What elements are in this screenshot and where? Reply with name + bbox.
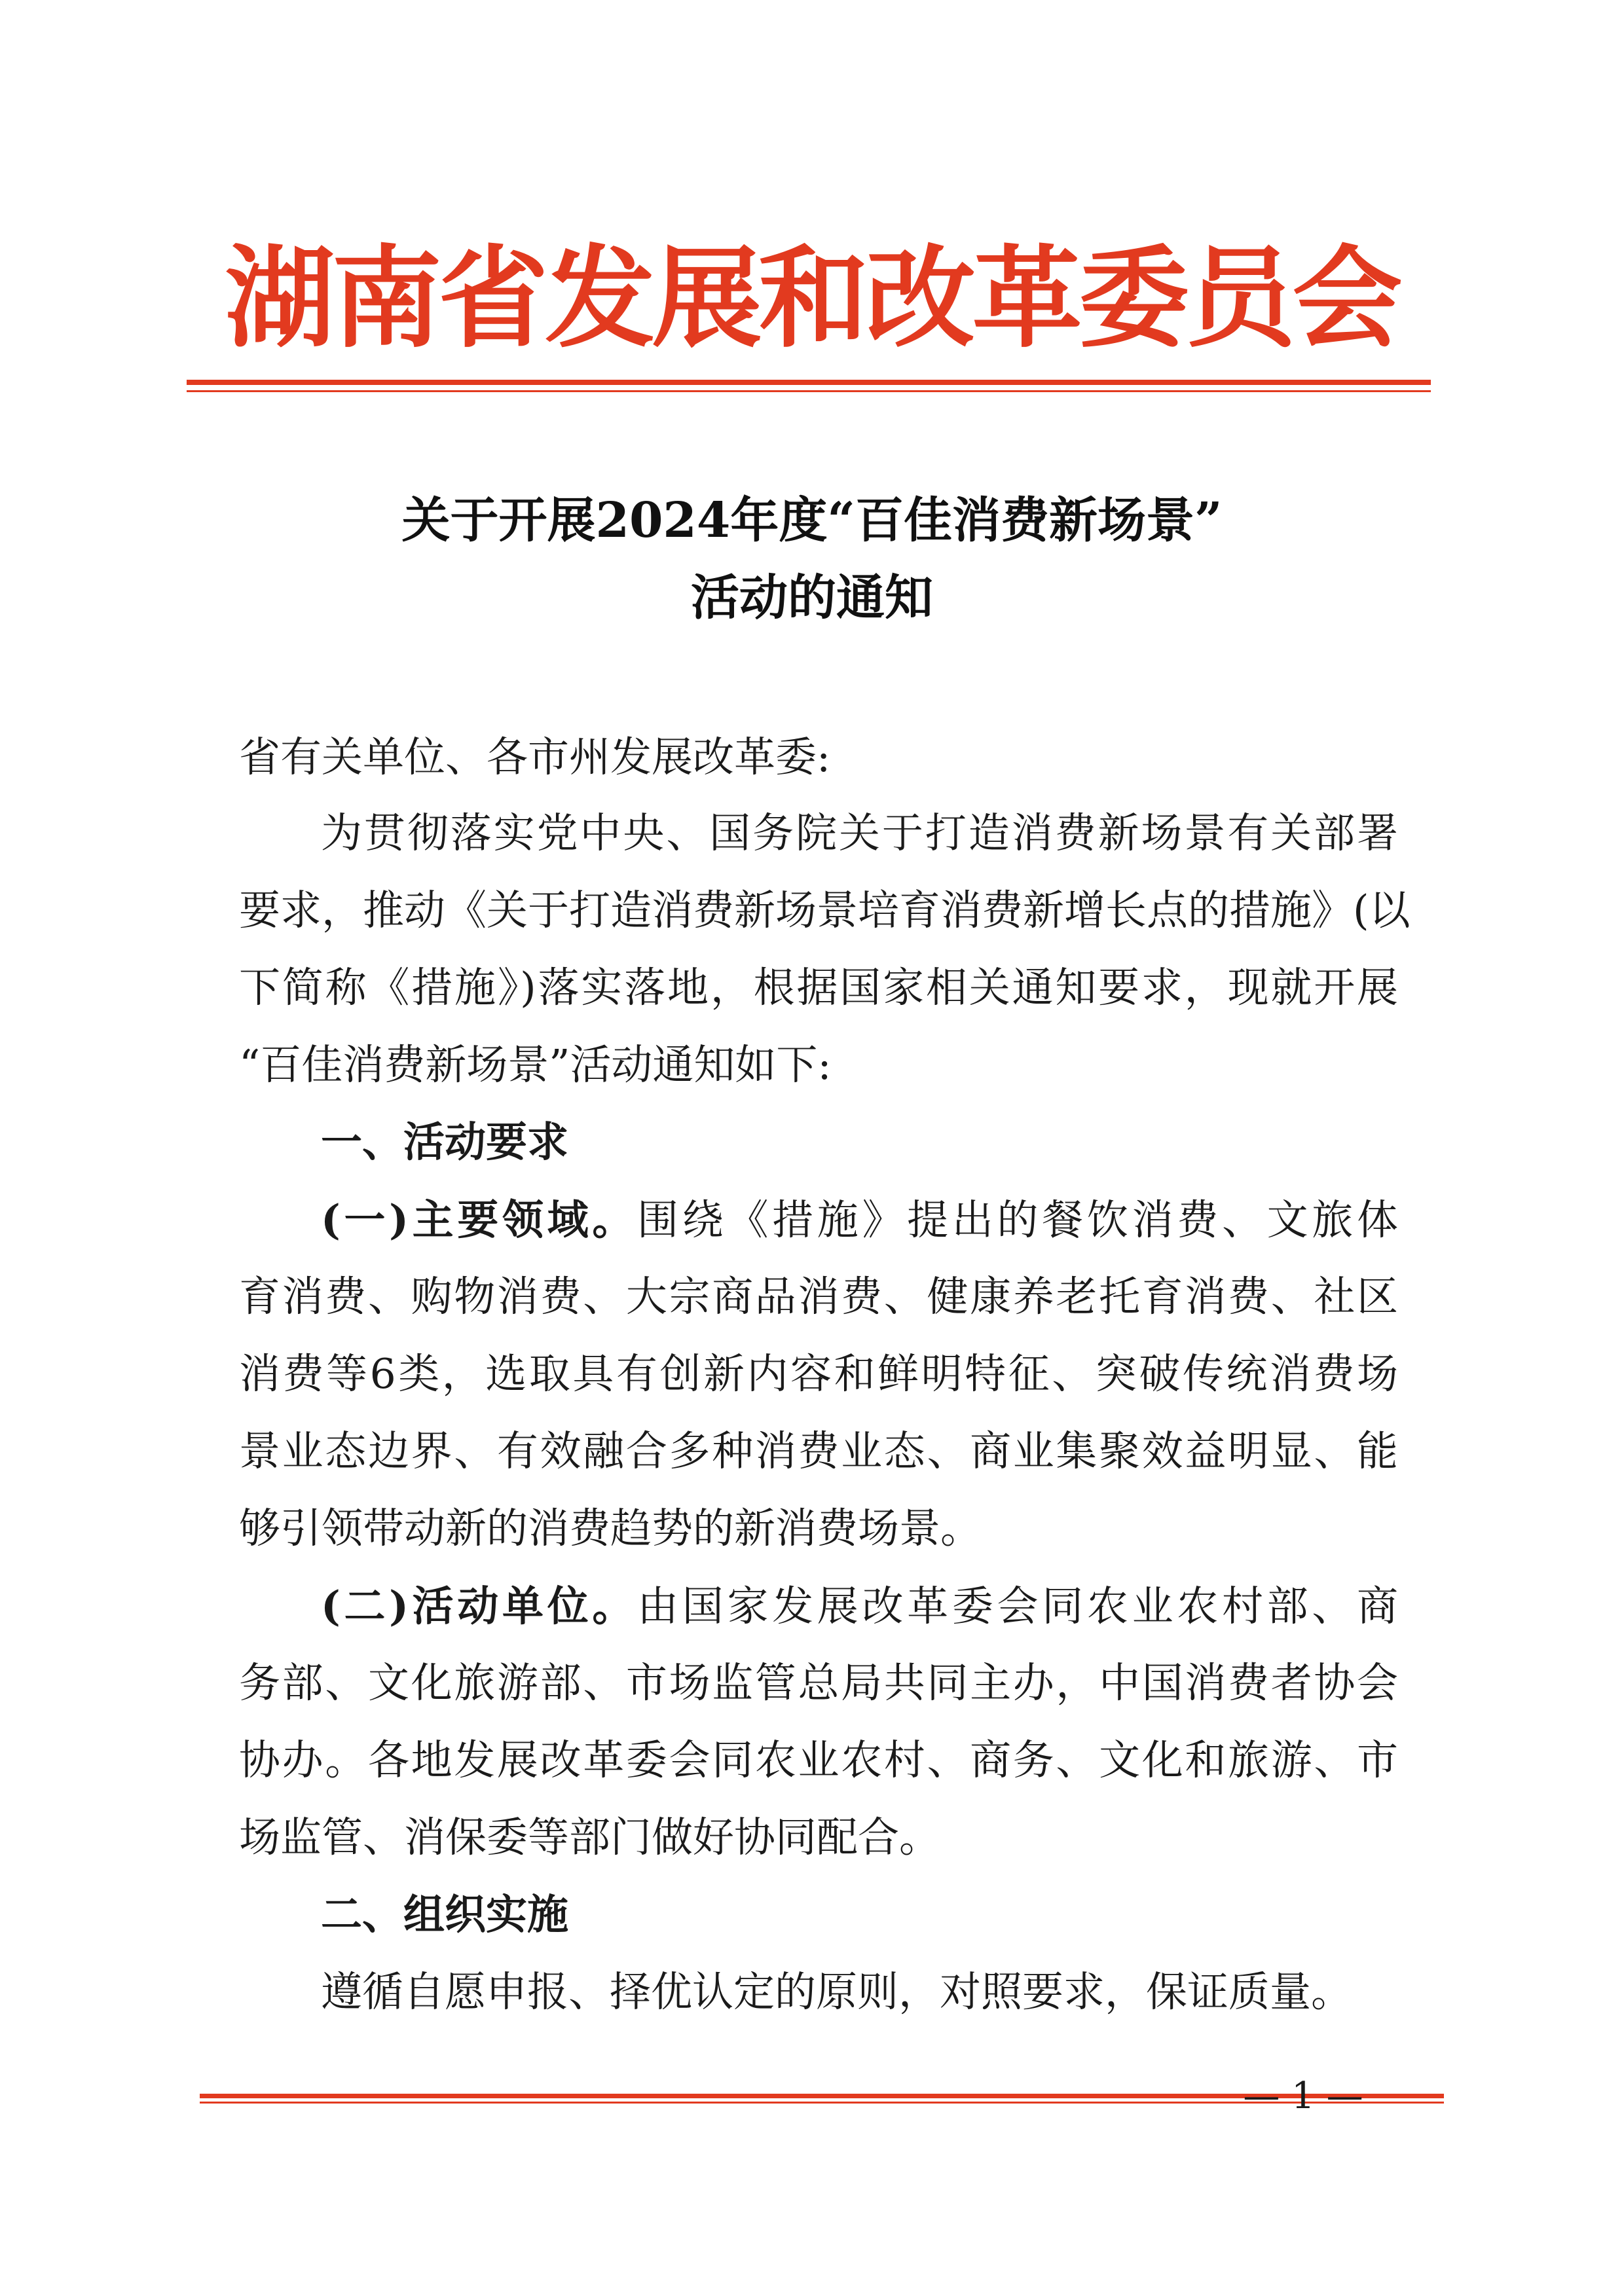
item-2-line-2: 务部、文化旅游部、市场监管总局共同主办，中国消费者协会 [239, 1659, 1398, 1707]
intro-line-1: 为贯彻落实党中央、国务院关于打造消费新场景有关部署 [321, 809, 1398, 857]
item-1-line-3: 消费等6类，选取具有创新内容和鲜明特征、突破传统消费场 [239, 1350, 1398, 1398]
item-1-line-2: 育消费、购物消费、大宗商品消费、健康养老托育消费、社区 [239, 1273, 1398, 1321]
document-title-line-1: 关于开展2024年度“百佳消费新场景” [401, 492, 1223, 549]
item-1-text-1: 围绕《措施》提出的餐饮消费、文旅体 [637, 1196, 1398, 1244]
item-1-line-4: 景业态边界、有效融合多种消费业态、商业集聚效益明显、能 [239, 1427, 1398, 1475]
section-2-heading: 二、组织实施 [321, 1891, 568, 1939]
item-1-line-5: 够引领带动新的消费趋势的新消费场景。 [239, 1504, 982, 1552]
item-2-line-1 [321, 1576, 1398, 1636]
organization-header: 湖南省发展和改革委员会 [225, 233, 1399, 363]
section-1-heading: 一、活动要求 [321, 1118, 568, 1166]
header-divider [187, 380, 1431, 395]
item-2-line-3: 协办。各地发展改革委会同农业农村、商务、文化和旅游、市 [239, 1736, 1398, 1784]
document-title-line-2: 活动的通知 [691, 570, 933, 626]
intro-line-2: 要求，推动《关于打造消费新场景培育消费新增长点的措施》(以 [239, 886, 1411, 934]
intro-line-4: “百佳消费新场景”活动通知如下: [239, 1041, 832, 1089]
header-divider-thin [187, 390, 1431, 392]
item-1-line-1 [321, 1190, 1398, 1250]
page-number: — 1 — [1243, 2075, 1363, 2117]
item-2-label: (二)活动单位。 [321, 1582, 638, 1630]
item-2-line-4: 场监管、消保委等部门做好协同配合。 [239, 1813, 940, 1861]
addressee: 省有关单位、各市州发展改革委: [239, 733, 831, 781]
intro-line-3: 下简称《措施》)落实落地，根据国家相关通知要求，现就开展 [239, 964, 1398, 1011]
header-divider-thick [187, 380, 1431, 385]
item-2-text-1: 由国家发展改革委会同农业农村部、商 [637, 1582, 1398, 1630]
item-1-label: (一)主要领域。 [321, 1195, 638, 1244]
section-2-line-1: 遵循自愿申报、择优认定的原则，对照要求，保证质量。 [321, 1968, 1352, 2016]
